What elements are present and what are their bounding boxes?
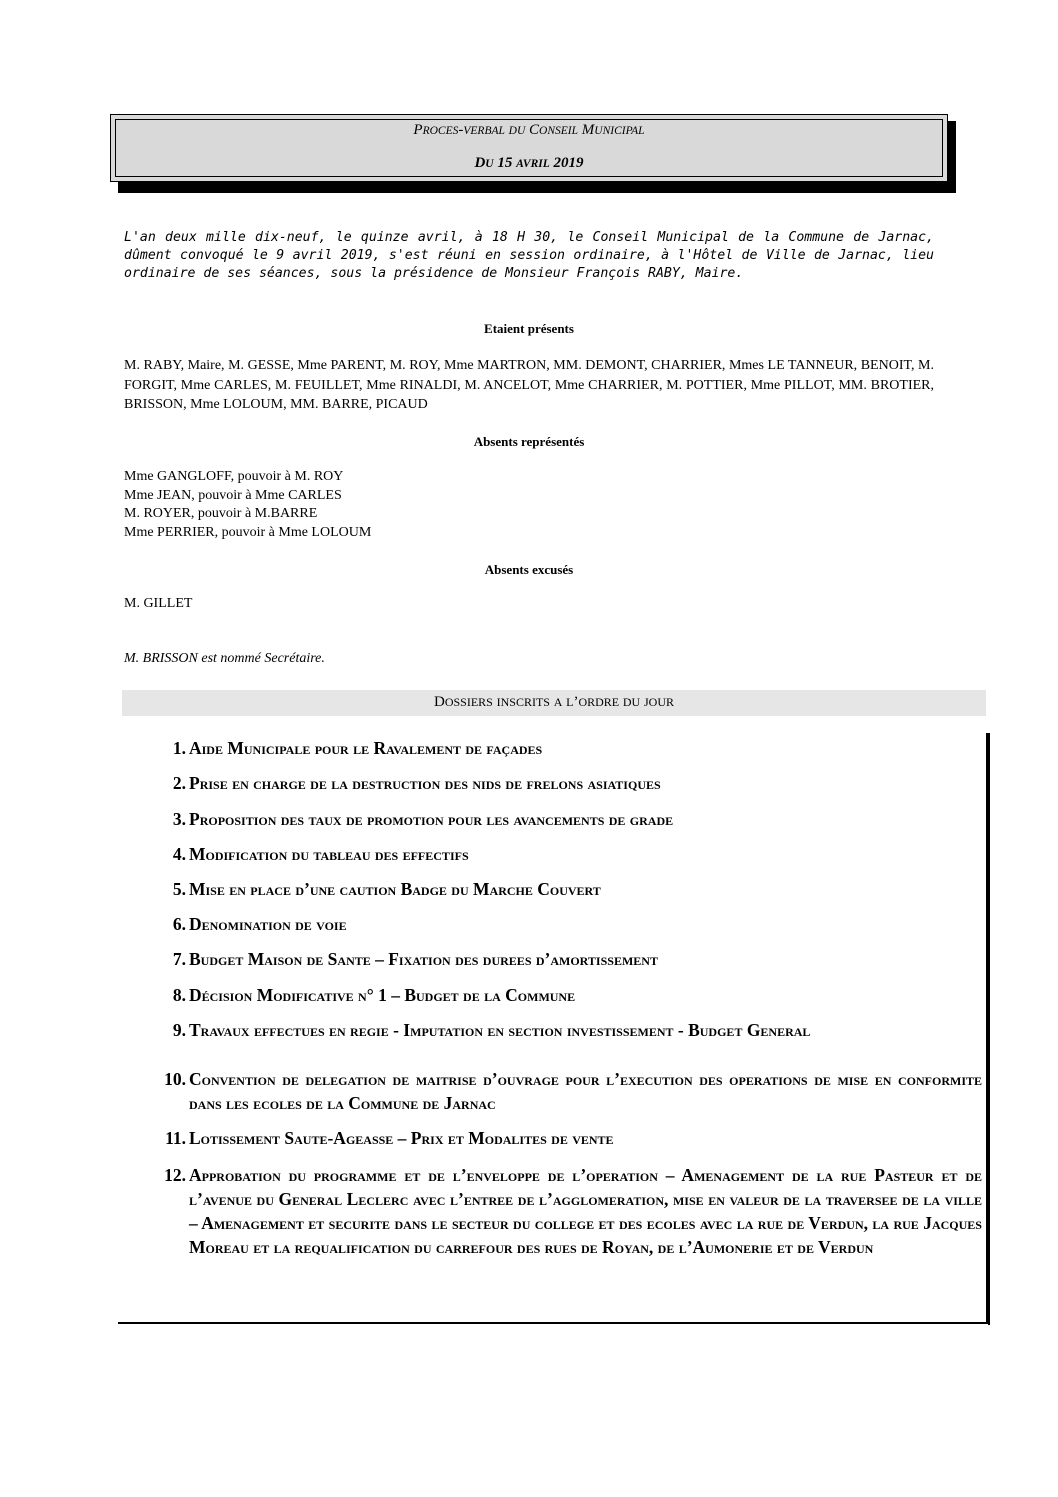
represented-item: Mme JEAN, pouvoir à Mme CARLES bbox=[124, 487, 342, 503]
agenda-item-text: Approbation du programme et de l’enveloppe de l’operation – Amenagement de la rue Pasteur et de l’avenue du General Leclerc avec l’entree de l’agglomeration, mise en valeur de la traversee de la ville – Amenagement et securite dans le secteur du college et des ecoles avec la rue de Verdun, la rue Jacques Moreau et la requalification du carrefour des rues de Royan, de l’Aumonerie et de Verdun bbox=[189, 1165, 982, 1257]
agenda-band bbox=[122, 690, 986, 716]
represented-item: Mme GANGLOFF, pouvoir à M. ROY bbox=[124, 469, 344, 484]
agenda-item-text: Aide Municipale pour le Ravalement de façades bbox=[189, 738, 543, 758]
agenda-item-text: Convention de delegation de maitrise d’ouvrage pour l’execution des operations de mise en conformite dans les ecoles de la Commune de Jarnac bbox=[189, 1069, 982, 1113]
agenda-item-number: 1. bbox=[172, 738, 186, 758]
agenda-item-text: Décision Modificative n° 1 – Budget de la Commune bbox=[189, 985, 576, 1005]
agenda-item-text: Modification du tableau des effectifs bbox=[189, 844, 469, 864]
agenda-item-number: 12. bbox=[164, 1165, 186, 1185]
agenda-item-number: 7. bbox=[172, 949, 186, 969]
agenda-item-text: Prise en charge de la destruction des nids de frelons asiatiques bbox=[189, 773, 661, 793]
agenda-item-number: 5. bbox=[172, 879, 186, 899]
agenda-item-text: Mise en place d’une caution Badge du Marche Couvert bbox=[189, 879, 601, 899]
represented-item: Mme PERRIER, pouvoir à Mme LOLOUM bbox=[124, 524, 372, 540]
agenda-title: DOSSIERS INSCRITS A L’ORDRE DU JOUR bbox=[433, 694, 674, 710]
title-box bbox=[110, 114, 948, 182]
agenda-item-number: 9. bbox=[172, 1020, 186, 1040]
excused-heading: Absents excusés bbox=[484, 562, 574, 577]
secretary-note: M. BRISSON est nommé Secrétaire. bbox=[124, 651, 325, 666]
agenda-item-number: 6. bbox=[172, 914, 186, 934]
excused-list: M. GILLET bbox=[124, 596, 193, 611]
represented-list bbox=[124, 468, 624, 542]
agenda-frame-right-shadow bbox=[988, 733, 990, 1325]
represented-item: M. ROYER, pouvoir à M.BARRE bbox=[124, 506, 318, 521]
agenda-item-text: Denomination de voie bbox=[189, 914, 347, 934]
present-heading: Etaient présents bbox=[484, 321, 574, 336]
intro-paragraph: L'an deux mille dix-neuf, le quinze avril, à 18 H 30, le Conseil Municipal de la Commune de Jarnac, dûment convoqué le 9 avril 2019, s'est réuni en session ordinaire, à l'Hôtel de Ville de Jarnac, lieu ordinaire de ses séances, sous la présidence de Monsieur François RABY, Maire. bbox=[124, 230, 934, 281]
agenda-item-text: Proposition des taux de promotion pour les avancements de grade bbox=[189, 809, 674, 829]
agenda-item-number: 4. bbox=[172, 844, 186, 864]
agenda-item-number: 11. bbox=[165, 1128, 186, 1148]
document-title: PROCES-VERBAL DU CONSEIL MUNICIPAL bbox=[413, 122, 645, 138]
agenda-item-number: 3. bbox=[172, 809, 186, 829]
agenda-item-number: 10. bbox=[164, 1069, 186, 1089]
agenda-item-number: 2. bbox=[172, 773, 186, 793]
represented-heading: Absents représentés bbox=[473, 434, 585, 449]
agenda-item-text: Budget Maison de Sante – Fixation des durees d’amortissement bbox=[189, 949, 658, 969]
agenda-item-text: Lotissement Saute-Ageasse – Prix et Modalites de vente bbox=[189, 1128, 614, 1148]
present-list: M. RABY, Maire, M. GESSE, Mme PARENT, M. ROY, Mme MARTRON, MM. DEMONT, CHARRIER, Mmes LE TANNEUR, BENOIT, M. FORGIT, Mme CARLES, M. FEUILLET, Mme RINALDI, M. ANCELOT, Mme CHARRIER, M. POTTIER, Mme PILLOT, MM. BROTIER, BRISSON, Mme LOLOUM, MM. BARRE, PICAUD bbox=[124, 358, 934, 412]
agenda-item-text: Travaux effectues en regie - Imputation en section investissement - Budget General bbox=[189, 1020, 811, 1040]
document-date: DU 15 AVRIL 2019 bbox=[474, 155, 584, 171]
agenda-item-number: 8. bbox=[172, 985, 186, 1005]
agenda-frame-bottom bbox=[118, 1322, 988, 1324]
